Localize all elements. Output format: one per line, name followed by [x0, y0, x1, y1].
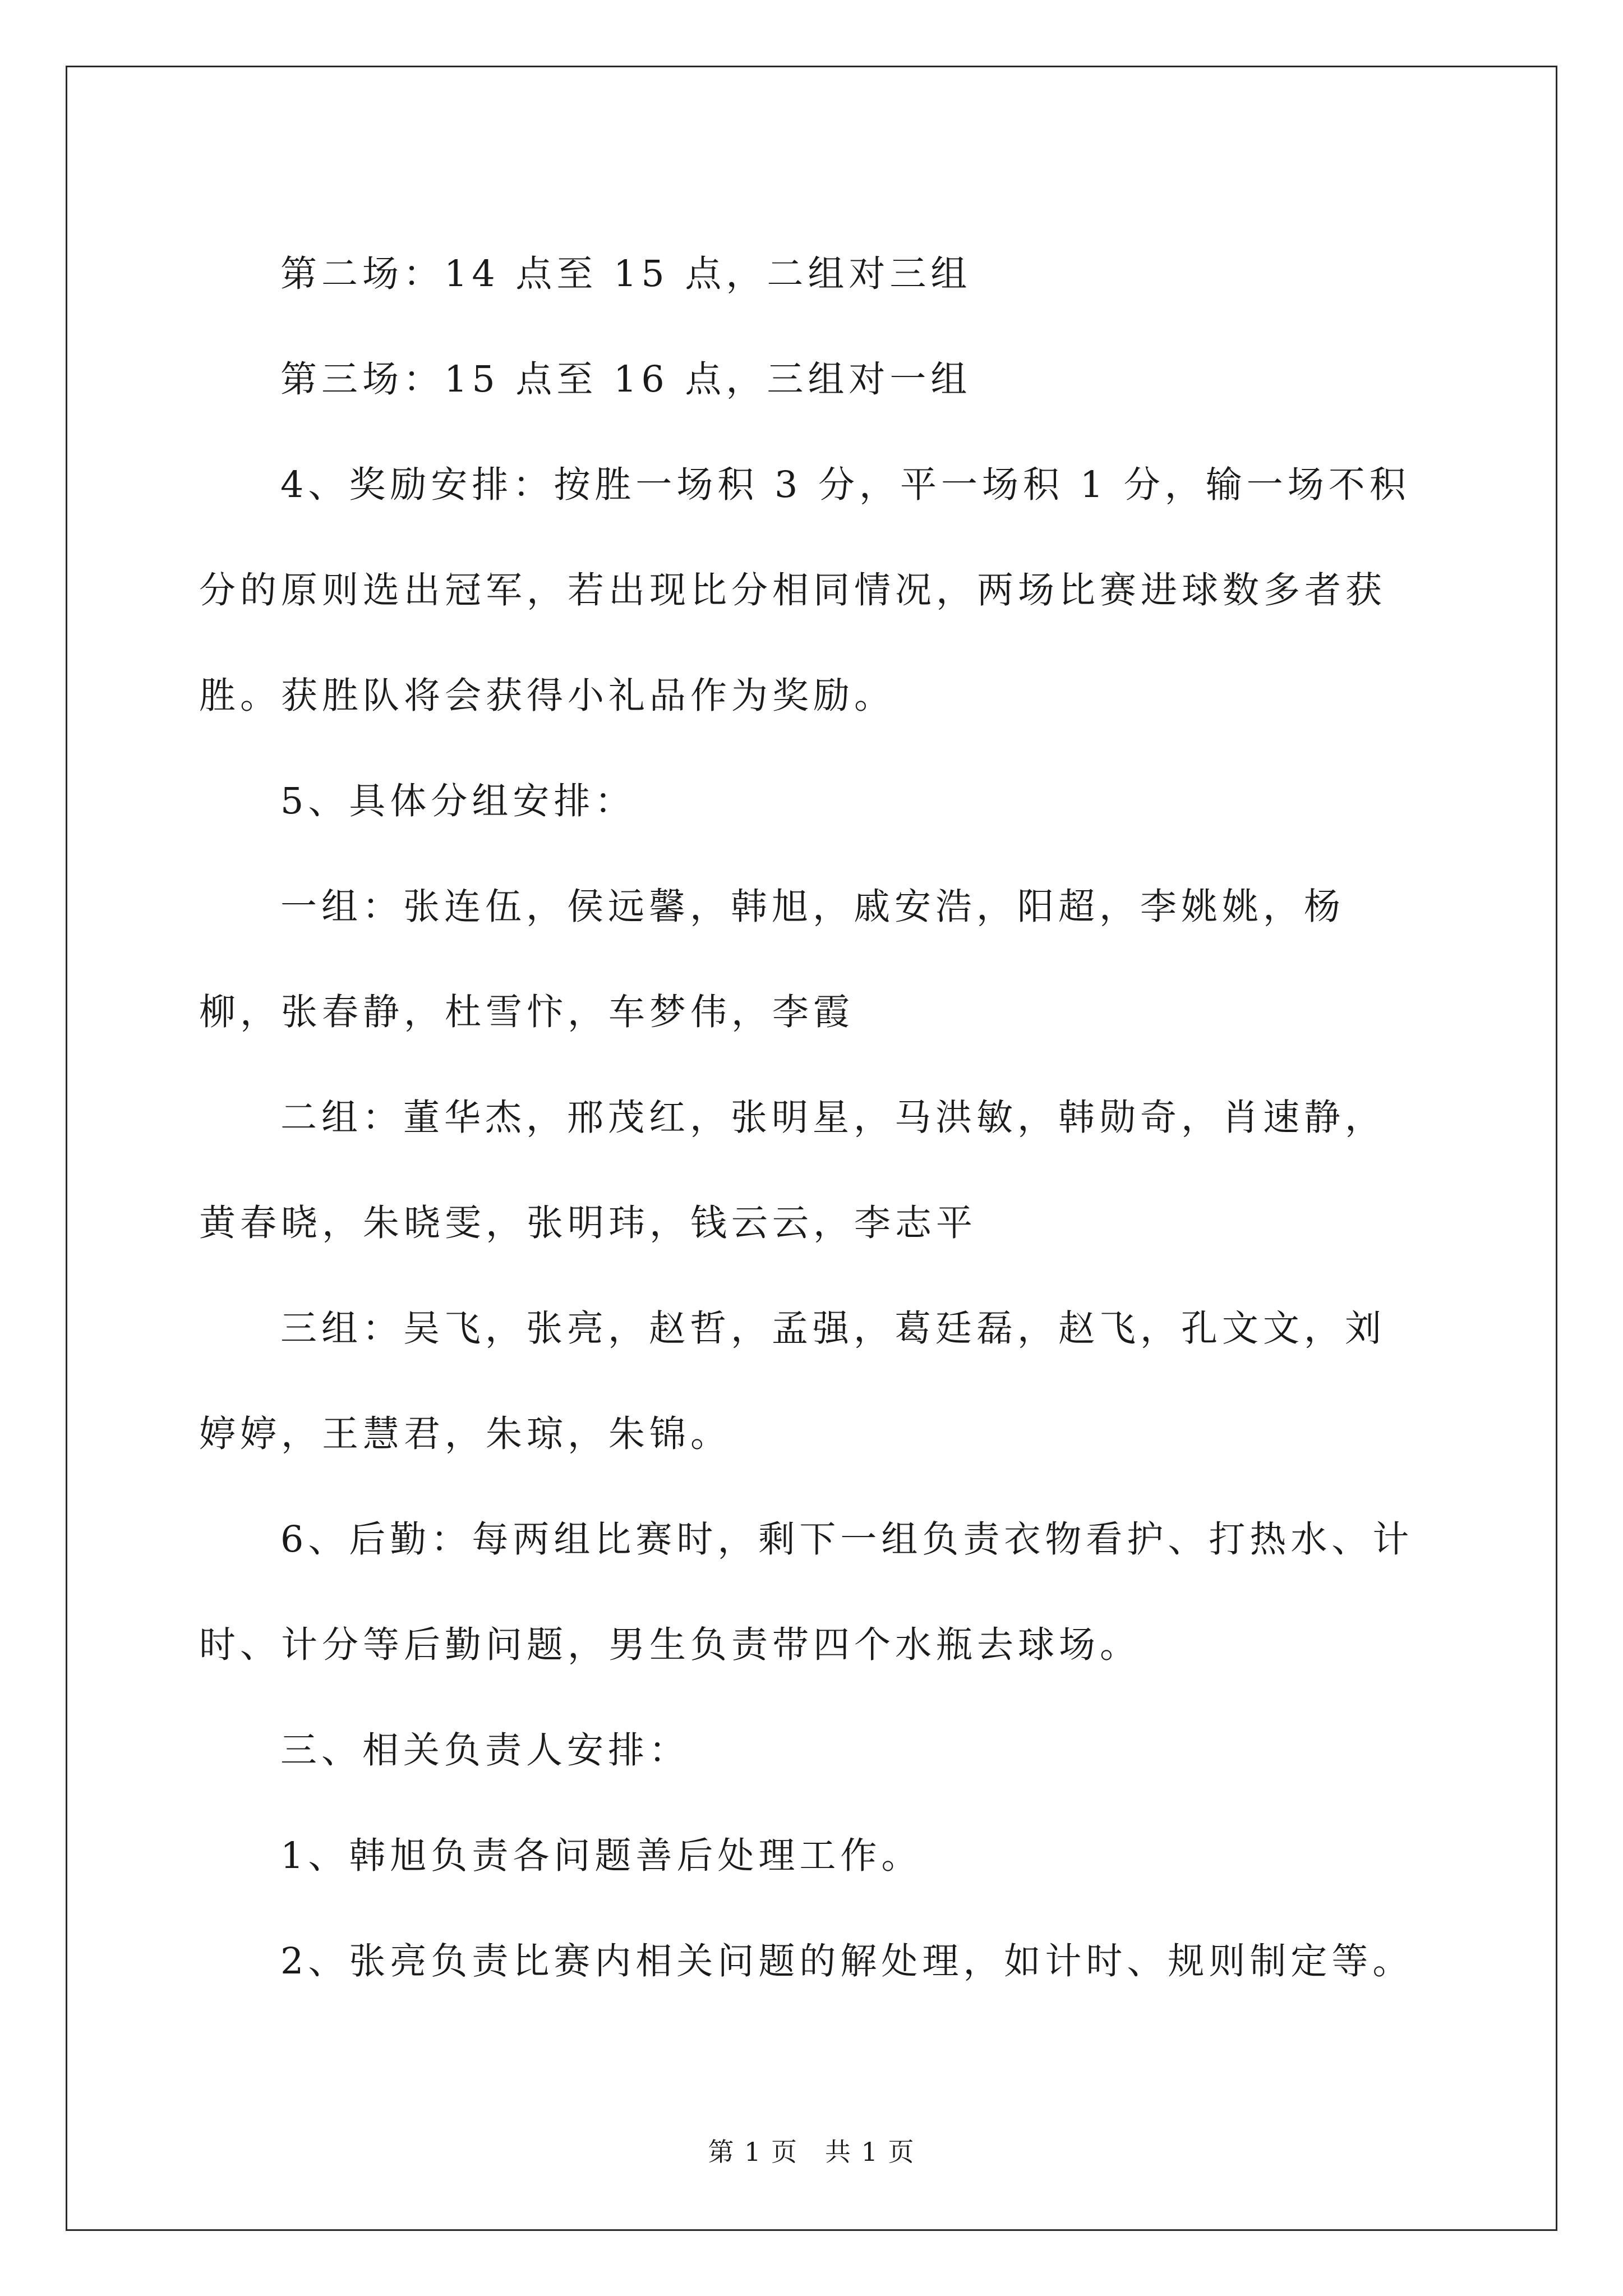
paragraph: 二组：董华杰，邢茂红，张明星，马洪敏，韩勋奇，肖速静，黄春晓，朱晓雯，张明玮，钱云云，李志平 — [199, 1097, 1386, 1244]
paragraph: 1、韩旭负责各问题善后处理工作。 — [280, 1835, 923, 1877]
paragraph: 三组：吴飞，张亮，赵哲，孟强，葛廷磊，赵飞，孔文文，刘婷婷，王慧君，朱琼，朱锦。 — [199, 1308, 1386, 1455]
paragraph: 2、张亮负责比赛内相关问题的解处理，如计时、规则制定等。 — [280, 1940, 1414, 1982]
paragraph: 5、具体分组安排： — [280, 780, 636, 822]
paragraph: 第三场：15 点至 16 点，三组对一组 — [280, 358, 972, 401]
document-body — [199, 222, 1422, 2014]
paragraph: 4、奖励安排：按胜一场积 3 分，平一场积 1 分，输一场不积分的原则选出冠军，若出现比分相同情况，两场比赛进球数多者获胜。获胜队将会获得小礼品作为奖励。 — [199, 464, 1410, 717]
page-footer: 第 1 页 共 1 页 — [708, 2137, 915, 2167]
paragraph: 6、后勤：每两组比赛时，剩下一组负责衣物看护、打热水、计时、计分等后勤问题，男生负责带四个水瓶去球场。 — [199, 1519, 1414, 1666]
paragraph: 三、相关负责人安排： — [280, 1729, 690, 1772]
paragraph: 第二场：14 点至 15 点，二组对三组 — [280, 253, 972, 295]
paragraph: 一组：张连伍，侯远馨，韩旭，戚安浩，阳超，李姚姚，杨柳，张春静，杜雪忭，车梦伟，李霞 — [199, 886, 1345, 1033]
